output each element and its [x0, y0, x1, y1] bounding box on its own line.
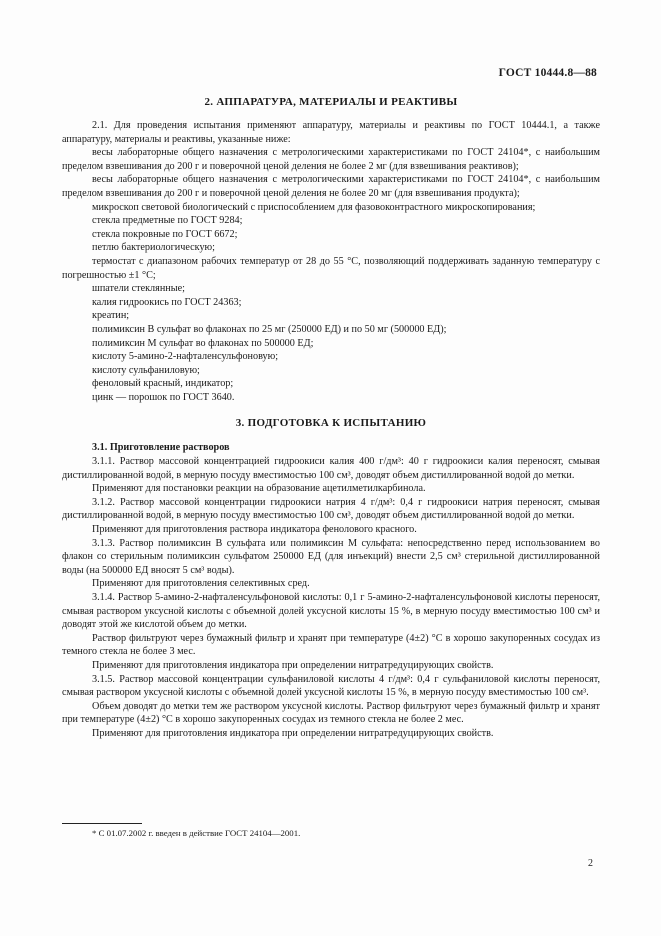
paragraph: 3.1.1. Раствор массовой концентрацией гидроокиси калия 400 г/дм³: 40 г гидроокиси калия переносят, смывая дистиллированной водой, в мерную посуду вместимостью 100 см³, доводят объем дистиллированной водой до метки. — [62, 456, 600, 481]
list-item: кислоту сульфаниловую; — [92, 364, 200, 376]
section-2-body — [62, 119, 600, 404]
footnote: * С 01.07.2002 г. введен в действие ГОСТ 24104—2001. — [92, 828, 301, 838]
section-2-title: 2. АППАРАТУРА, МАТЕРИАЛЫ И РЕАКТИВЫ — [204, 96, 458, 108]
paragraph: 3.1.3. Раствор полимиксин В сульфата или полимиксин М сульфата: непосредственно перед использованием во флакон со стерильным полимиксин сульфатом 250000 ЕД (для инъекций) внести 2,5 см³ стерильной дистиллированной воды (на 500000 ЕД вносят 5 см³ воды). — [62, 537, 600, 576]
paragraph: 3.1.2. Раствор массовой концентрации гидроокиси натрия 4 г/дм³: 0,4 г гидроокиси натрия переносят, смывая дистиллированной водой, в мерную посуду вместимостью 100 см³, доводят объем дистиллированной водой до метки. — [62, 496, 600, 522]
page-number: 2 — [588, 858, 593, 869]
list-item: цинк — порошок по ГОСТ 3640. — [92, 391, 235, 403]
section-3-title: 3. ПОДГОТОВКА К ИСПЫТАНИЮ — [235, 417, 427, 430]
paragraph: 2.1. Для проведения испытания применяют аппаратуру, материалы и реактивы по ГОСТ 10444.1, а также аппаратуру, материалы и реактивы, указанные ниже: — [62, 120, 600, 145]
list-item: весы лабораторные общего назначения с метрологическими характеристиками по ГОСТ 24104*, с наибольшим пределом взвешивания до 200 г и поверочной ценой деления не более 20 мг (для взвешивания продукта); — [62, 174, 600, 199]
paragraph: Применяют для приготовления индикатора при определении нитратредуцирующих свойств. — [92, 727, 494, 739]
paragraph: Раствор фильтруют через бумажный фильтр и хранят при температуре (4±2) °С в хорошо закупоренных сосудах из темного стекла не более 3 мес. — [62, 632, 600, 658]
list-item: микроскоп световой биологический с приспособлением для фазовоконтрастного микроскопирования; — [92, 201, 536, 213]
paragraph: Применяют для приготовления раствора индикатора фенолового красного. — [92, 524, 417, 536]
paragraph: Применяют для приготовления индикатора при определении нитратредуцирующих свойств. — [92, 659, 494, 671]
list-item: полимиксин В сульфат во флаконах по 25 мг (250000 ЕД) и по 50 мг (500000 ЕД); — [92, 323, 447, 335]
paragraph: Объем доводят до метки тем же раствором уксусной кислоты. Раствор фильтруют через бумажный фильтр и хранят при температуре (4±2) °С в хорошо закупоренных сосудах из темного стекла не более 2 мес. — [62, 700, 600, 726]
list-item: термостат с диапазоном рабочих температур от 28 до 55 °С, позволяющий поддерживать заданную температуру с погрешностью ±1 °С; — [62, 255, 600, 281]
list-item: стекла предметные по ГОСТ 9284; — [92, 215, 243, 227]
list-item: кислоту 5-амино-2-нафталенсульфоновую; — [92, 351, 279, 363]
list-item: весы лабораторные общего назначения с метрологическими характеристиками по ГОСТ 24104*, с наибольшим пределом взвешивания до 200 г и поверочной ценой деления не более 2 мг (для взвешивания реактивов); — [62, 147, 600, 172]
section-3-body — [62, 441, 600, 740]
paragraph: Применяют для постановки реакции на образование ацетилметилкарбинола. — [92, 483, 426, 495]
paragraph: Применяют для приготовления селективных сред. — [92, 578, 310, 590]
list-item: петлю бактериологическую; — [92, 242, 215, 254]
list-item: креатин; — [92, 310, 130, 322]
list-item: калия гидроокись по ГОСТ 24363; — [92, 296, 242, 308]
paragraph: 3.1.4. Раствор 5-амино-2-нафталенсульфоновой кислоты: 0,1 г 5-амино-2-нафталенсульфоновой кислоты переносят, смывая раствором уксусной кислоты с объемной долей уксусной кислоты 15 %, в мерную посуду вместимостью 100 см³ и доводят этой же кислотой объем до метки. — [62, 592, 600, 631]
subsection-title: 3.1. Приготовление растворов — [92, 442, 230, 454]
document-code: ГОСТ 10444.8—88 — [498, 67, 597, 79]
list-item: шпатели стеклянные; — [92, 283, 185, 295]
paragraph: 3.1.5. Раствор массовой концентрации сульфаниловой кислоты 4 г/дм³: 0,4 г сульфаниловой кислоты переносят, смывая раствором уксусной кислоты с объемной долей уксусной кислоты 15 %, в мерную посуду вместимостью 100 см³. — [62, 673, 600, 699]
list-item: полимиксин М сульфат во флаконах по 500000 ЕД; — [92, 337, 314, 349]
footnote-divider — [62, 823, 142, 824]
list-item: феноловый красный, индикатор; — [92, 378, 234, 390]
list-item: стекла покровные по ГОСТ 6672; — [92, 228, 238, 240]
page-content — [62, 92, 600, 741]
